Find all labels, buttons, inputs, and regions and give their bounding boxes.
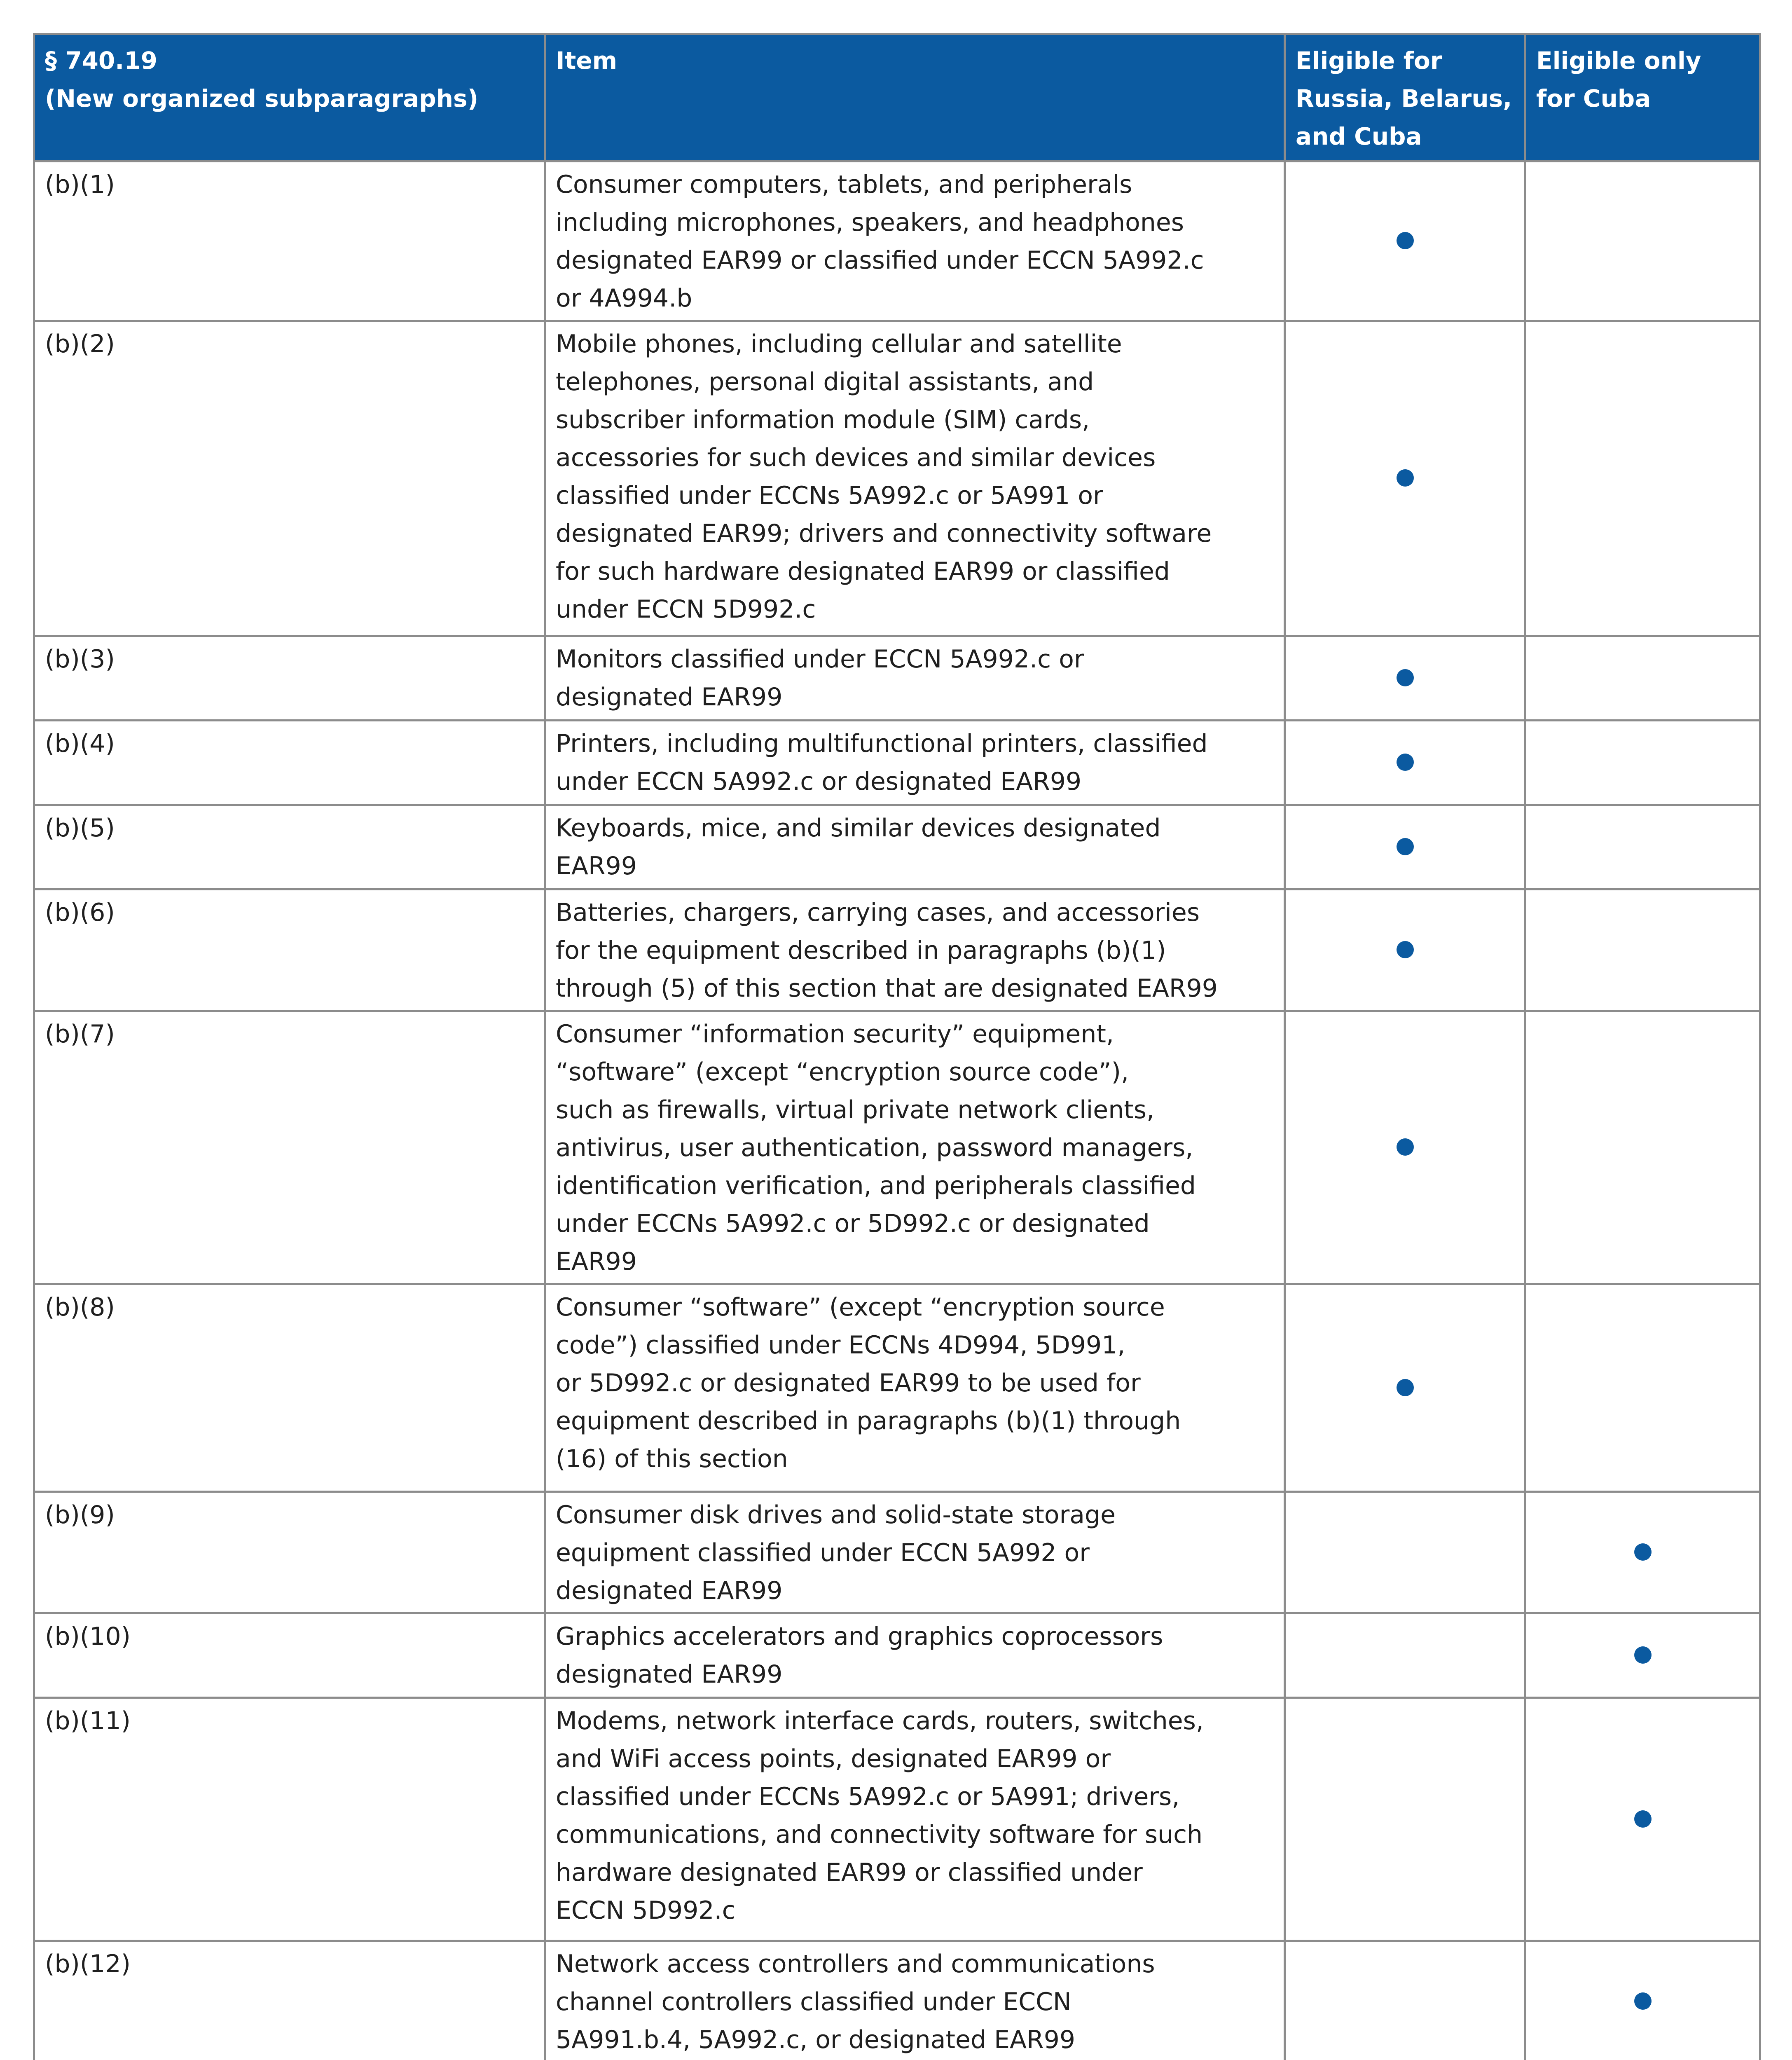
item-line: designated EAR99 (556, 683, 783, 712)
item-line: for the equipment described in paragraphs (b)(1) (556, 936, 1166, 965)
cuba-only-cell (1525, 805, 1760, 890)
item-line: communications, and connectivity software for such (556, 1820, 1203, 1849)
paragraph-cell: (b)(6) (34, 890, 545, 1011)
eligible-dot-icon (1397, 232, 1414, 249)
paragraph-cell: (b)(4) (34, 721, 545, 805)
cuba-only-cell (1525, 1698, 1760, 1941)
table-row (34, 890, 1760, 1011)
table-row (34, 1941, 1760, 2060)
russia-belarus-cuba-cell (1285, 805, 1525, 890)
item-line: equipment described in paragraphs (b)(1) through (556, 1407, 1181, 1435)
item-line: designated EAR99 (556, 1660, 783, 1689)
table-row (34, 1492, 1760, 1613)
item-line: Consumer “information security” equipment, (556, 1020, 1114, 1049)
item-line: channel controllers classified under ECCN (556, 1987, 1071, 2016)
russia-belarus-cuba-cell (1285, 890, 1525, 1011)
item-line: Printers, including multifunctional printers, classified (556, 729, 1208, 758)
item-line: Monitors classified under ECCN 5A992.c or (556, 645, 1084, 674)
eligible-dot-icon (1634, 1543, 1652, 1561)
eligibility-table (33, 33, 1761, 2060)
paragraph-cell: (b)(7) (34, 1011, 545, 1284)
cuba-only-cell (1525, 162, 1760, 321)
item-line: antivirus, user authentication, password managers, (556, 1133, 1193, 1162)
item-line: Consumer “software” (except “encryption source (556, 1293, 1165, 1322)
header-rbc-line: Eligible for (1296, 47, 1442, 75)
header-rbc-line: Russia, Belarus, (1296, 84, 1512, 112)
item-line: Graphics accelerators and graphics coprocessors (556, 1622, 1163, 1651)
item-line: Batteries, chargers, carrying cases, and accessories (556, 898, 1200, 927)
item-cell (545, 1941, 1285, 2060)
item-cell (545, 890, 1285, 1011)
paragraph-cell: (b)(10) (34, 1613, 545, 1698)
table-row (34, 1698, 1760, 1941)
eligible-dot-icon (1397, 1138, 1414, 1156)
item-line: identification verification, and peripherals classified (556, 1171, 1196, 1200)
item-line: designated EAR99; drivers and connectivity software (556, 519, 1212, 548)
eligible-dot-icon (1397, 469, 1414, 487)
item-line: for such hardware designated EAR99 or classified (556, 557, 1170, 586)
cuba-only-cell (1525, 321, 1760, 636)
cuba-only-cell (1525, 1941, 1760, 2060)
table-row (34, 321, 1760, 636)
item-line: (16) of this section (556, 1444, 788, 1473)
item-line: under ECCN 5D992.c (556, 595, 816, 624)
item-line: 5A991.b.4, 5A992.c, or designated EAR99 (556, 2025, 1076, 2054)
item-cell (545, 162, 1285, 321)
item-line: Consumer disk drives and solid-state storage (556, 1501, 1116, 1529)
paragraph-cell: (b)(1) (34, 162, 545, 321)
header-item-line: Item (556, 47, 618, 75)
header-paragraph-line: (New organized subparagraphs) (45, 84, 479, 112)
russia-belarus-cuba-cell (1285, 321, 1525, 636)
item-cell (545, 721, 1285, 805)
item-cell (545, 1492, 1285, 1613)
header-cuba-line: Eligible only (1536, 47, 1701, 75)
header-paragraph-line: § 740.19 (45, 47, 158, 75)
russia-belarus-cuba-cell (1285, 721, 1525, 805)
russia-belarus-cuba-cell (1285, 1698, 1525, 1941)
item-line: EAR99 (556, 852, 637, 880)
item-line: Modems, network interface cards, routers, switches, (556, 1707, 1204, 1735)
item-cell (545, 1011, 1285, 1284)
paragraph-cell: (b)(2) (34, 321, 545, 636)
russia-belarus-cuba-cell (1285, 1613, 1525, 1698)
header-row (34, 34, 1760, 162)
header-paragraph (34, 34, 545, 162)
item-line: hardware designated EAR99 or classified under (556, 1858, 1143, 1887)
item-line: designated EAR99 (556, 1576, 783, 1605)
item-line: under ECCNs 5A992.c or 5D992.c or designated (556, 1209, 1150, 1238)
header-item (545, 34, 1285, 162)
eligible-dot-icon (1634, 1810, 1652, 1828)
paragraph-cell: (b)(9) (34, 1492, 545, 1613)
item-line: Consumer computers, tablets, and peripherals (556, 170, 1132, 199)
paragraph-cell: (b)(5) (34, 805, 545, 890)
item-line: Mobile phones, including cellular and satellite (556, 330, 1122, 358)
item-cell (545, 636, 1285, 721)
paragraph-cell: (b)(8) (34, 1284, 545, 1492)
item-cell (545, 1698, 1285, 1941)
table-body (34, 162, 1760, 2060)
table-row (34, 721, 1760, 805)
eligible-dot-icon (1397, 838, 1414, 855)
cuba-only-cell (1525, 1011, 1760, 1284)
item-line: Network access controllers and communications (556, 1950, 1155, 1978)
table-row (34, 162, 1760, 321)
table-row (34, 1011, 1760, 1284)
item-line: classified under ECCNs 5A992.c or 5A991 or (556, 481, 1103, 510)
table-row (34, 805, 1760, 890)
table-row (34, 636, 1760, 721)
header-rbc-line: and Cuba (1296, 122, 1422, 150)
item-line: or 4A994.b (556, 284, 692, 313)
item-cell (545, 1613, 1285, 1698)
eligible-dot-icon (1634, 1646, 1652, 1664)
item-line: telephones, personal digital assistants, and (556, 368, 1094, 396)
cuba-only-cell (1525, 1492, 1760, 1613)
paragraph-cell: (b)(11) (34, 1698, 545, 1941)
header-russia-belarus-cuba (1285, 34, 1525, 162)
item-line: equipment classified under ECCN 5A992 or (556, 1538, 1090, 1567)
eligible-dot-icon (1397, 941, 1414, 958)
russia-belarus-cuba-cell (1285, 636, 1525, 721)
item-line: through (5) of this section that are designated EAR99 (556, 974, 1218, 1003)
item-line: Keyboards, mice, and similar devices designated (556, 814, 1161, 843)
item-line: or 5D992.c or designated EAR99 to be used for (556, 1369, 1141, 1398)
item-line: accessories for such devices and similar devices (556, 443, 1156, 472)
item-line: subscriber information module (SIM) cards, (556, 405, 1090, 434)
item-line: “software” (except “encryption source code”), (556, 1058, 1129, 1086)
eligible-dot-icon (1634, 1992, 1652, 2010)
item-cell (545, 805, 1285, 890)
item-line: and WiFi access points, designated EAR99 or (556, 1744, 1111, 1773)
cuba-only-cell (1525, 890, 1760, 1011)
item-line: classified under ECCNs 5A992.c or 5A991; drivers, (556, 1782, 1180, 1811)
item-line: EAR99 (556, 1247, 637, 1276)
eligible-dot-icon (1397, 669, 1414, 686)
russia-belarus-cuba-cell (1285, 1284, 1525, 1492)
header-cuba-line: for Cuba (1536, 84, 1651, 112)
cuba-only-cell (1525, 636, 1760, 721)
item-line: including microphones, speakers, and headphones (556, 208, 1184, 237)
table-row (34, 1613, 1760, 1698)
item-line: such as firewalls, virtual private network clients, (556, 1096, 1155, 1124)
paragraph-cell: (b)(3) (34, 636, 545, 721)
russia-belarus-cuba-cell (1285, 1011, 1525, 1284)
paragraph-cell: (b)(12) (34, 1941, 545, 2060)
russia-belarus-cuba-cell (1285, 1492, 1525, 1613)
eligible-dot-icon (1397, 1379, 1414, 1396)
item-line: designated EAR99 or classified under ECCN 5A992.c (556, 246, 1204, 275)
cuba-only-cell (1525, 1284, 1760, 1492)
item-cell (545, 321, 1285, 636)
header-cuba-only (1525, 34, 1760, 162)
russia-belarus-cuba-cell (1285, 162, 1525, 321)
item-line: ECCN 5D992.c (556, 1896, 736, 1925)
eligible-dot-icon (1397, 754, 1414, 771)
item-line: code”) classified under ECCNs 4D994, 5D991, (556, 1331, 1125, 1360)
item-cell (545, 1284, 1285, 1492)
table-row (34, 1284, 1760, 1492)
cuba-only-cell (1525, 721, 1760, 805)
cuba-only-cell (1525, 1613, 1760, 1698)
russia-belarus-cuba-cell (1285, 1941, 1525, 2060)
item-line: under ECCN 5A992.c or designated EAR99 (556, 767, 1082, 796)
